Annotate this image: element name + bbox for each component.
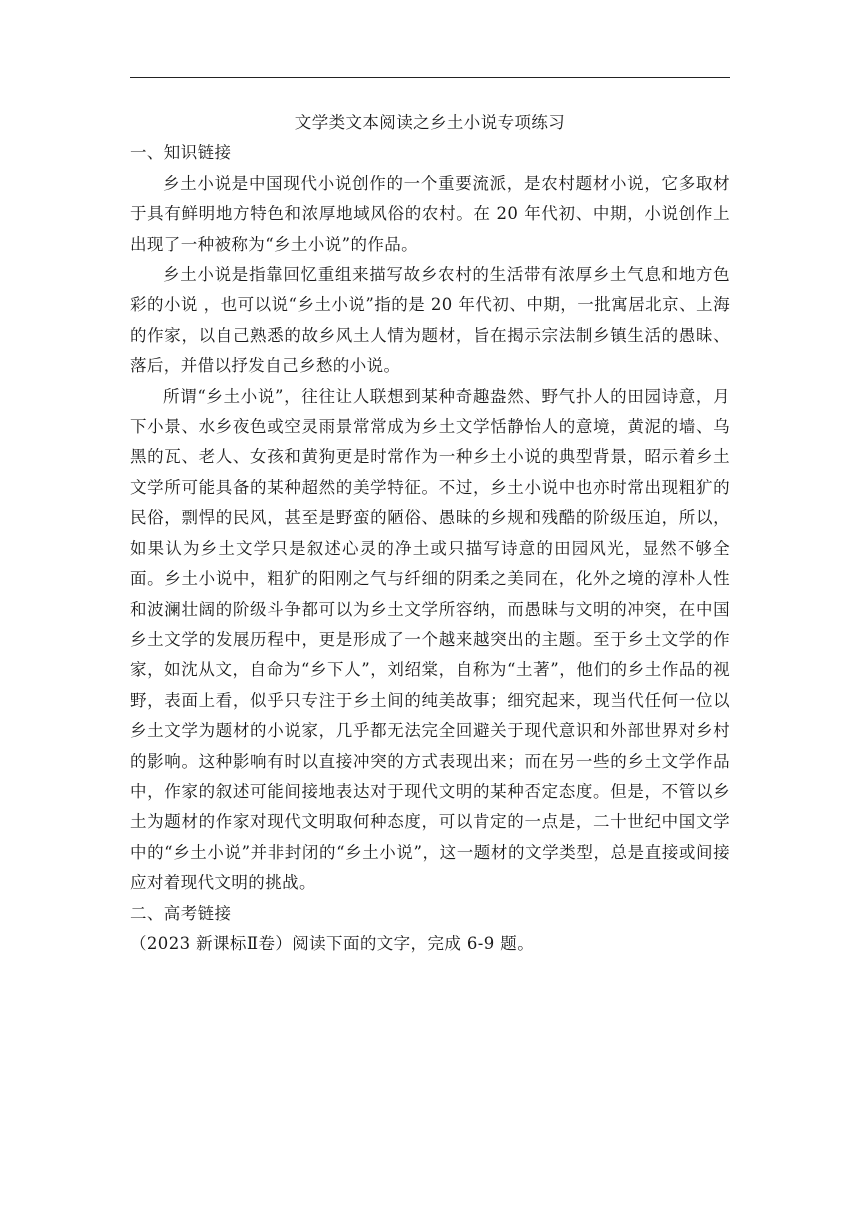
exam-instruction: （2023 新课标Ⅱ卷）阅读下面的文字，完成 6-9 题。 xyxy=(130,933,535,953)
section-heading-knowledge: 一、知识链接 xyxy=(130,143,232,163)
header-rule xyxy=(130,77,730,78)
document-title: 文学类文本阅读之乡土小说专项练习 xyxy=(294,113,566,132)
paragraph-2: 乡土小说是指靠回忆重组来描写故乡农村的生活带有浓厚乡土气息和地方色彩的小说 ，也可以说“乡土小说”指的是 20 年代初、中期，一批寓居北京、上海的作家，以自己熟悉的故乡风土人情为题材，旨在揭示宗法制乡镇生活的愚昧、落后，并借以抒发自己乡愁的小说。 xyxy=(130,265,730,376)
paragraph-3: 所谓“乡土小说”，往往让人联想到某种奇趣盎然、野气扑人的田园诗意，月下小景、水乡夜色或空灵雨景常常成为乡土文学恬静怡人的意境，黄泥的墙、乌黑的瓦、老人、女孩和黄狗更是时常作为一种乡土小说的典型背景，昭示着乡土文学所可能具备的某种超然的美学特征。不过，乡土小说中也亦时常出现粗犷的民俗，剽悍的民风，甚至是野蛮的陋俗、愚昧的乡规和残酷的阶级压迫，所以，如果认为乡土文学只是叙述心灵的净土或只描写诗意的田园风光，显然不够全面。乡土小说中，粗犷的阳刚之气与纤细的阴柔之美同在，化外之境的淳朴人性和波澜壮阔的阶级斗争都可以为乡土文学所容纳，而愚昧与文明的冲突，在中国乡土文学的发展历程中，更是形成了一个越来越突出的主题。至于乡土文学的作家，如沈从文，自命为“乡下人”，刘绍棠，自称为“土著”，他们的乡土作品的视野，表面上看，似乎只专注于乡土间的纯美故事；细究起来，现当代任何一位以乡土文学为题材的小说家，几乎都无法完全回避关于现代意识和外部世界对乡村的影响。这种影响有时以直接冲突的方式表现出来；而在另一些的乡土文学作品中，作家的叙述可能间接地表达对于现代文明的某种否定态度。但是，不管以乡土为题材的作家对现代文明取何种态度，可以肯定的一点是，二十世纪中国文学中的“乡土小说”并非封闭的“乡土小说”，这一题材的文学类型，总是直接或间接应对着现代文明的挑战。 xyxy=(130,386,730,893)
paragraph-1: 乡土小说是中国现代小说创作的一个重要流派，是农村题材小说，它多取材于具有鲜明地方特色和浓厚地域风俗的农村。在 20 年代初、中期，小说创作上出现了一种被称为“乡土小说”的作品。 xyxy=(130,173,730,254)
document-body xyxy=(130,108,730,959)
section-heading-exam: 二、高考链接 xyxy=(130,903,232,923)
